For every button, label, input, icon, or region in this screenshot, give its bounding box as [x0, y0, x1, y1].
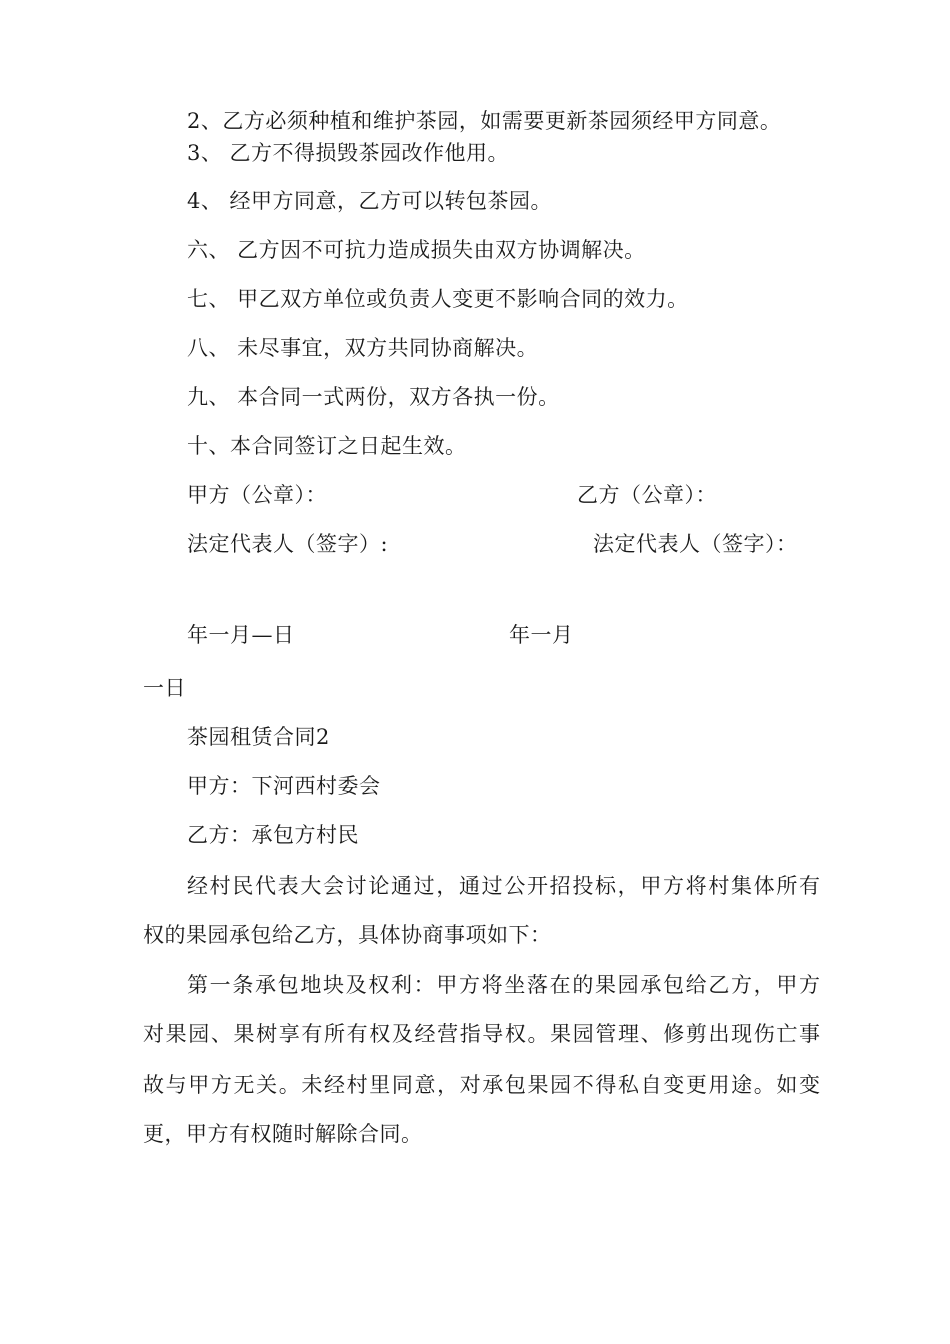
- article-1-line-3: 故与甲方无关。未经村里同意，对承包果园不得私自变更用途。如变: [143, 1073, 820, 1097]
- clause-item-4: 4、 经甲方同意，乙方可以转包茶园。: [187, 189, 553, 213]
- article-1-line-1: 第一条承包地块及权利：甲方将坐落在的果园承包给乙方，甲方: [187, 973, 820, 997]
- party-a-seal-label: 甲方（公章）：: [187, 483, 327, 507]
- clause-ten: 十、本合同签订之日起生效。: [187, 434, 467, 458]
- clause-item-3: 3、 乙方不得损毁茶园改作他用。: [187, 141, 510, 165]
- contract-2-party-b: 乙方：承包方村民: [187, 823, 359, 847]
- clause-six: 六、 乙方因不可抗力造成损失由双方协调解决。: [187, 238, 646, 262]
- contract-2-party-a: 甲方：下河西村委会: [187, 774, 381, 798]
- clause-item-2: 2、乙方必须种植和维护茶园，如需要更新茶园须经甲方同意。: [187, 109, 782, 133]
- party-a-date: 年一月—日: [187, 623, 295, 647]
- contract-2-title: 茶园租赁合同2: [187, 725, 330, 749]
- contract-2-intro-line-1: 经村民代表大会讨论通过，通过公开招投标，甲方将村集体所有: [187, 874, 820, 898]
- clause-nine: 九、 本合同一式两份，双方各执一份。: [187, 385, 560, 409]
- article-1-line-4: 更，甲方有权随时解除合同。: [143, 1122, 423, 1146]
- party-b-representative-label: 法定代表人（签字）：: [593, 532, 798, 556]
- clause-seven: 七、 甲乙双方单位或负责人变更不影响合同的效力。: [187, 287, 689, 311]
- contract-2-intro-line-2: 权的果园承包给乙方，具体协商事项如下：: [143, 923, 552, 947]
- party-b-date: 年一月: [509, 623, 574, 647]
- clause-eight: 八、 未尽事宜，双方共同协商解决。: [187, 336, 539, 360]
- article-1-line-2: 对果园、果树享有所有权及经营指导权。果园管理、修剪出现伤亡事: [143, 1022, 820, 1046]
- party-b-seal-label: 乙方（公章）：: [577, 483, 717, 507]
- party-a-representative-label: 法定代表人（签字）:: [187, 532, 389, 556]
- party-b-date-continued: 一日: [143, 676, 186, 700]
